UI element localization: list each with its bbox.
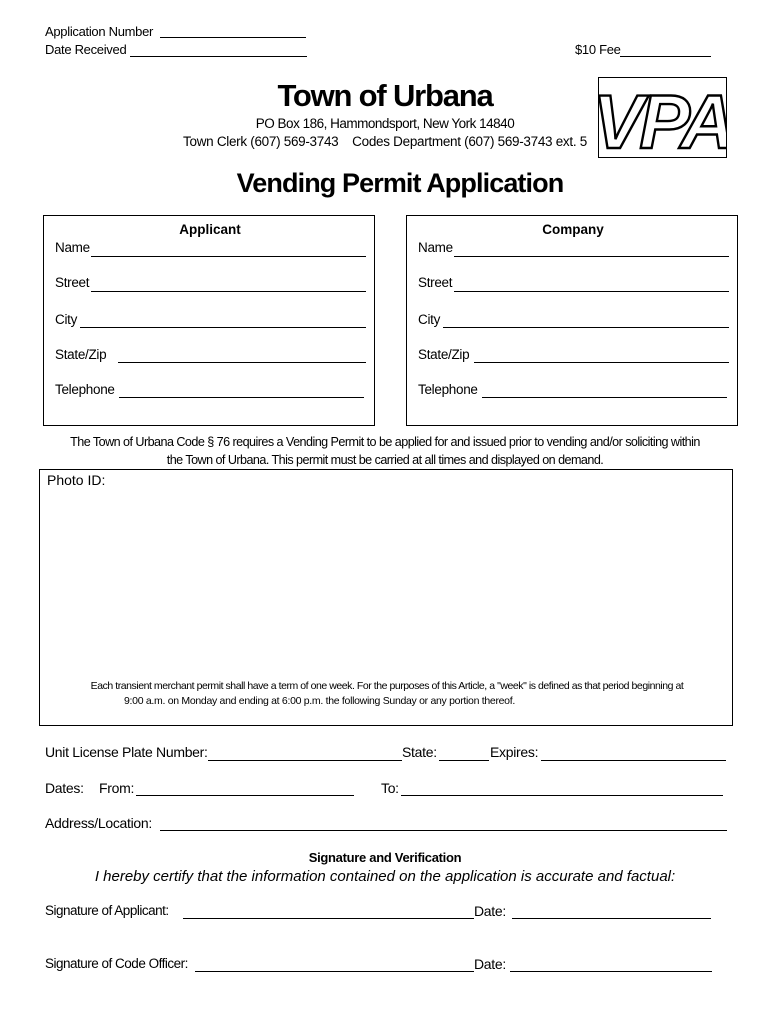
from-label: From:: [99, 780, 135, 796]
applicant-telephone-label: Telephone: [55, 382, 115, 397]
applicant-street-field[interactable]: [91, 291, 366, 292]
signature-officer-date-field[interactable]: [510, 971, 712, 972]
fee-field[interactable]: [620, 56, 711, 57]
company-box: [406, 215, 738, 426]
town-phones: Town Clerk (607) 569-3743 Codes Department (607) 569-3743 ext. 5: [183, 134, 587, 149]
company-telephone-field[interactable]: [482, 397, 727, 398]
company-street-field[interactable]: [454, 291, 729, 292]
permit-term-line-1: Each transient merchant permit shall have a term of one week. For the purposes of this Article, a "week" is defined as that period beginning at: [90, 680, 684, 692]
vpa-logo: [598, 77, 727, 158]
form-title: Vending Permit Application: [236, 168, 564, 198]
notice-line-1: The Town of Urbana Code § 76 requires a Vending Permit to be applied for and issued prior to vending and/or soliciting within: [70, 435, 700, 449]
application-number-field[interactable]: [160, 37, 306, 38]
signature-applicant-date-label: Date:: [474, 903, 506, 919]
vpa-logo-text: VPA: [599, 80, 726, 157]
state-field[interactable]: [439, 760, 489, 761]
certify-statement: I hereby certify that the information contained on the application is accurate and factual:: [94, 868, 676, 885]
signature-heading: Signature and Verification: [308, 850, 462, 865]
from-field[interactable]: [136, 795, 354, 796]
date-received-field[interactable]: [130, 56, 307, 57]
company-city-label: City: [418, 312, 441, 327]
applicant-statezip-field[interactable]: [118, 362, 366, 363]
signature-officer-field[interactable]: [195, 971, 474, 972]
fee-label: $10 Fee: [575, 42, 621, 57]
vpa-logo-graphic: [599, 78, 726, 157]
applicant-street-label: Street: [55, 275, 90, 290]
to-field[interactable]: [401, 795, 723, 796]
company-heading: Company: [542, 222, 604, 237]
expires-label: Expires:: [490, 744, 539, 760]
company-name-label: Name: [418, 240, 453, 255]
expires-field[interactable]: [541, 760, 726, 761]
applicant-name-field[interactable]: [91, 256, 366, 257]
signature-applicant-date-field[interactable]: [512, 918, 711, 919]
plate-label: Unit License Plate Number:: [45, 744, 208, 760]
company-city-field[interactable]: [443, 327, 729, 328]
photo-id-box[interactable]: [39, 469, 733, 726]
applicant-box: [43, 215, 375, 426]
to-label: To:: [381, 780, 399, 796]
applicant-name-label: Name: [55, 240, 90, 255]
company-street-label: Street: [418, 275, 453, 290]
company-statezip-label: State/Zip: [418, 347, 470, 362]
signature-officer-date-label: Date:: [474, 956, 506, 972]
applicant-statezip-label: State/Zip: [55, 347, 107, 362]
company-telephone-label: Telephone: [418, 382, 478, 397]
photo-id-label: Photo ID:: [47, 472, 106, 488]
company-statezip-field[interactable]: [474, 362, 729, 363]
address-location-field[interactable]: [160, 830, 727, 831]
signature-applicant-field[interactable]: [183, 918, 474, 919]
town-address: PO Box 186, Hammondsport, New York 14840: [255, 116, 515, 131]
signature-applicant-label: Signature of Applicant:: [45, 903, 169, 918]
permit-term-line-2: 9:00 a.m. on Monday and ending at 6:00 p.m. the following Sunday or any portion thereof.: [124, 695, 515, 707]
notice-line-2: the Town of Urbana. This permit must be carried at all times and displayed on demand.: [166, 453, 604, 467]
dates-label: Dates:: [45, 780, 84, 796]
applicant-city-label: City: [55, 312, 78, 327]
applicant-city-field[interactable]: [80, 327, 366, 328]
date-received-label: Date Received: [45, 42, 127, 57]
company-name-field[interactable]: [454, 256, 729, 257]
signature-officer-label: Signature of Code Officer:: [45, 956, 188, 971]
town-title: Town of Urbana: [277, 78, 493, 113]
state-label: State:: [402, 744, 437, 760]
applicant-heading: Applicant: [179, 222, 241, 237]
applicant-telephone-field[interactable]: [119, 397, 364, 398]
application-number-label: Application Number: [45, 24, 154, 39]
plate-field[interactable]: [208, 760, 402, 761]
address-location-label: Address/Location:: [45, 815, 152, 831]
